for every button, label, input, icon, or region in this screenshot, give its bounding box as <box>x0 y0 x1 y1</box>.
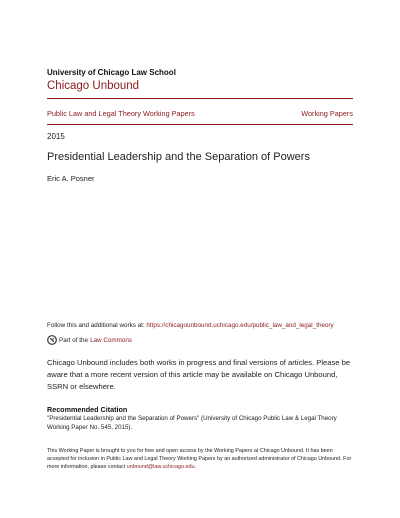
follow-url-link[interactable]: https://chicagounbound.uchicago.edu/public_law_and_legal_theory <box>146 322 334 329</box>
footer-text: This Working Paper is brought to you for free and open access by the Working Papers at Chicago Unbound. It has been accepted for inclusion in Public Law and Legal Theory Working Papers by an authorized administrator of Chicago Unbound. For more information, please contact <box>47 448 352 470</box>
repository-name[interactable]: Chicago Unbound <box>47 80 140 92</box>
institution-name: University of Chicago Law School <box>47 68 176 77</box>
part-of-line <box>47 335 132 345</box>
article-title: Presidential Leadership and the Separation of Powers <box>47 151 310 163</box>
publication-year: 2015 <box>47 132 65 141</box>
article-author: Eric A. Posner <box>47 174 95 183</box>
creative-commons-icon <box>47 335 57 345</box>
header-divider <box>47 98 353 99</box>
access-footer <box>47 448 353 471</box>
version-notice: Chicago Unbound includes both works in progress and final versions of articles. Please be aware that a more recent version of this article may be available on Chicago Unbound, SSRN or elsewhere. <box>47 358 351 391</box>
contact-email-link[interactable]: unbound@law.uchicago.edu <box>126 463 195 470</box>
part-of-prefix: Part of the <box>59 336 89 344</box>
follow-line <box>47 322 334 329</box>
law-commons-link[interactable]: Law Commons <box>90 336 133 344</box>
series-link[interactable]: Public Law and Legal Theory Working Papers <box>47 109 195 118</box>
footer-end: . <box>194 463 197 470</box>
citation-text: "Presidential Leadership and the Separation of Powers" (University of Chicago Public Law & Legal Theory Working Paper No. 545, 2015). <box>47 415 337 431</box>
working-papers-link[interactable]: Working Papers <box>301 109 353 118</box>
citation-heading: Recommended Citation <box>47 405 128 414</box>
series-divider <box>47 124 353 125</box>
follow-prefix: Follow this and additional works at: <box>47 322 147 329</box>
